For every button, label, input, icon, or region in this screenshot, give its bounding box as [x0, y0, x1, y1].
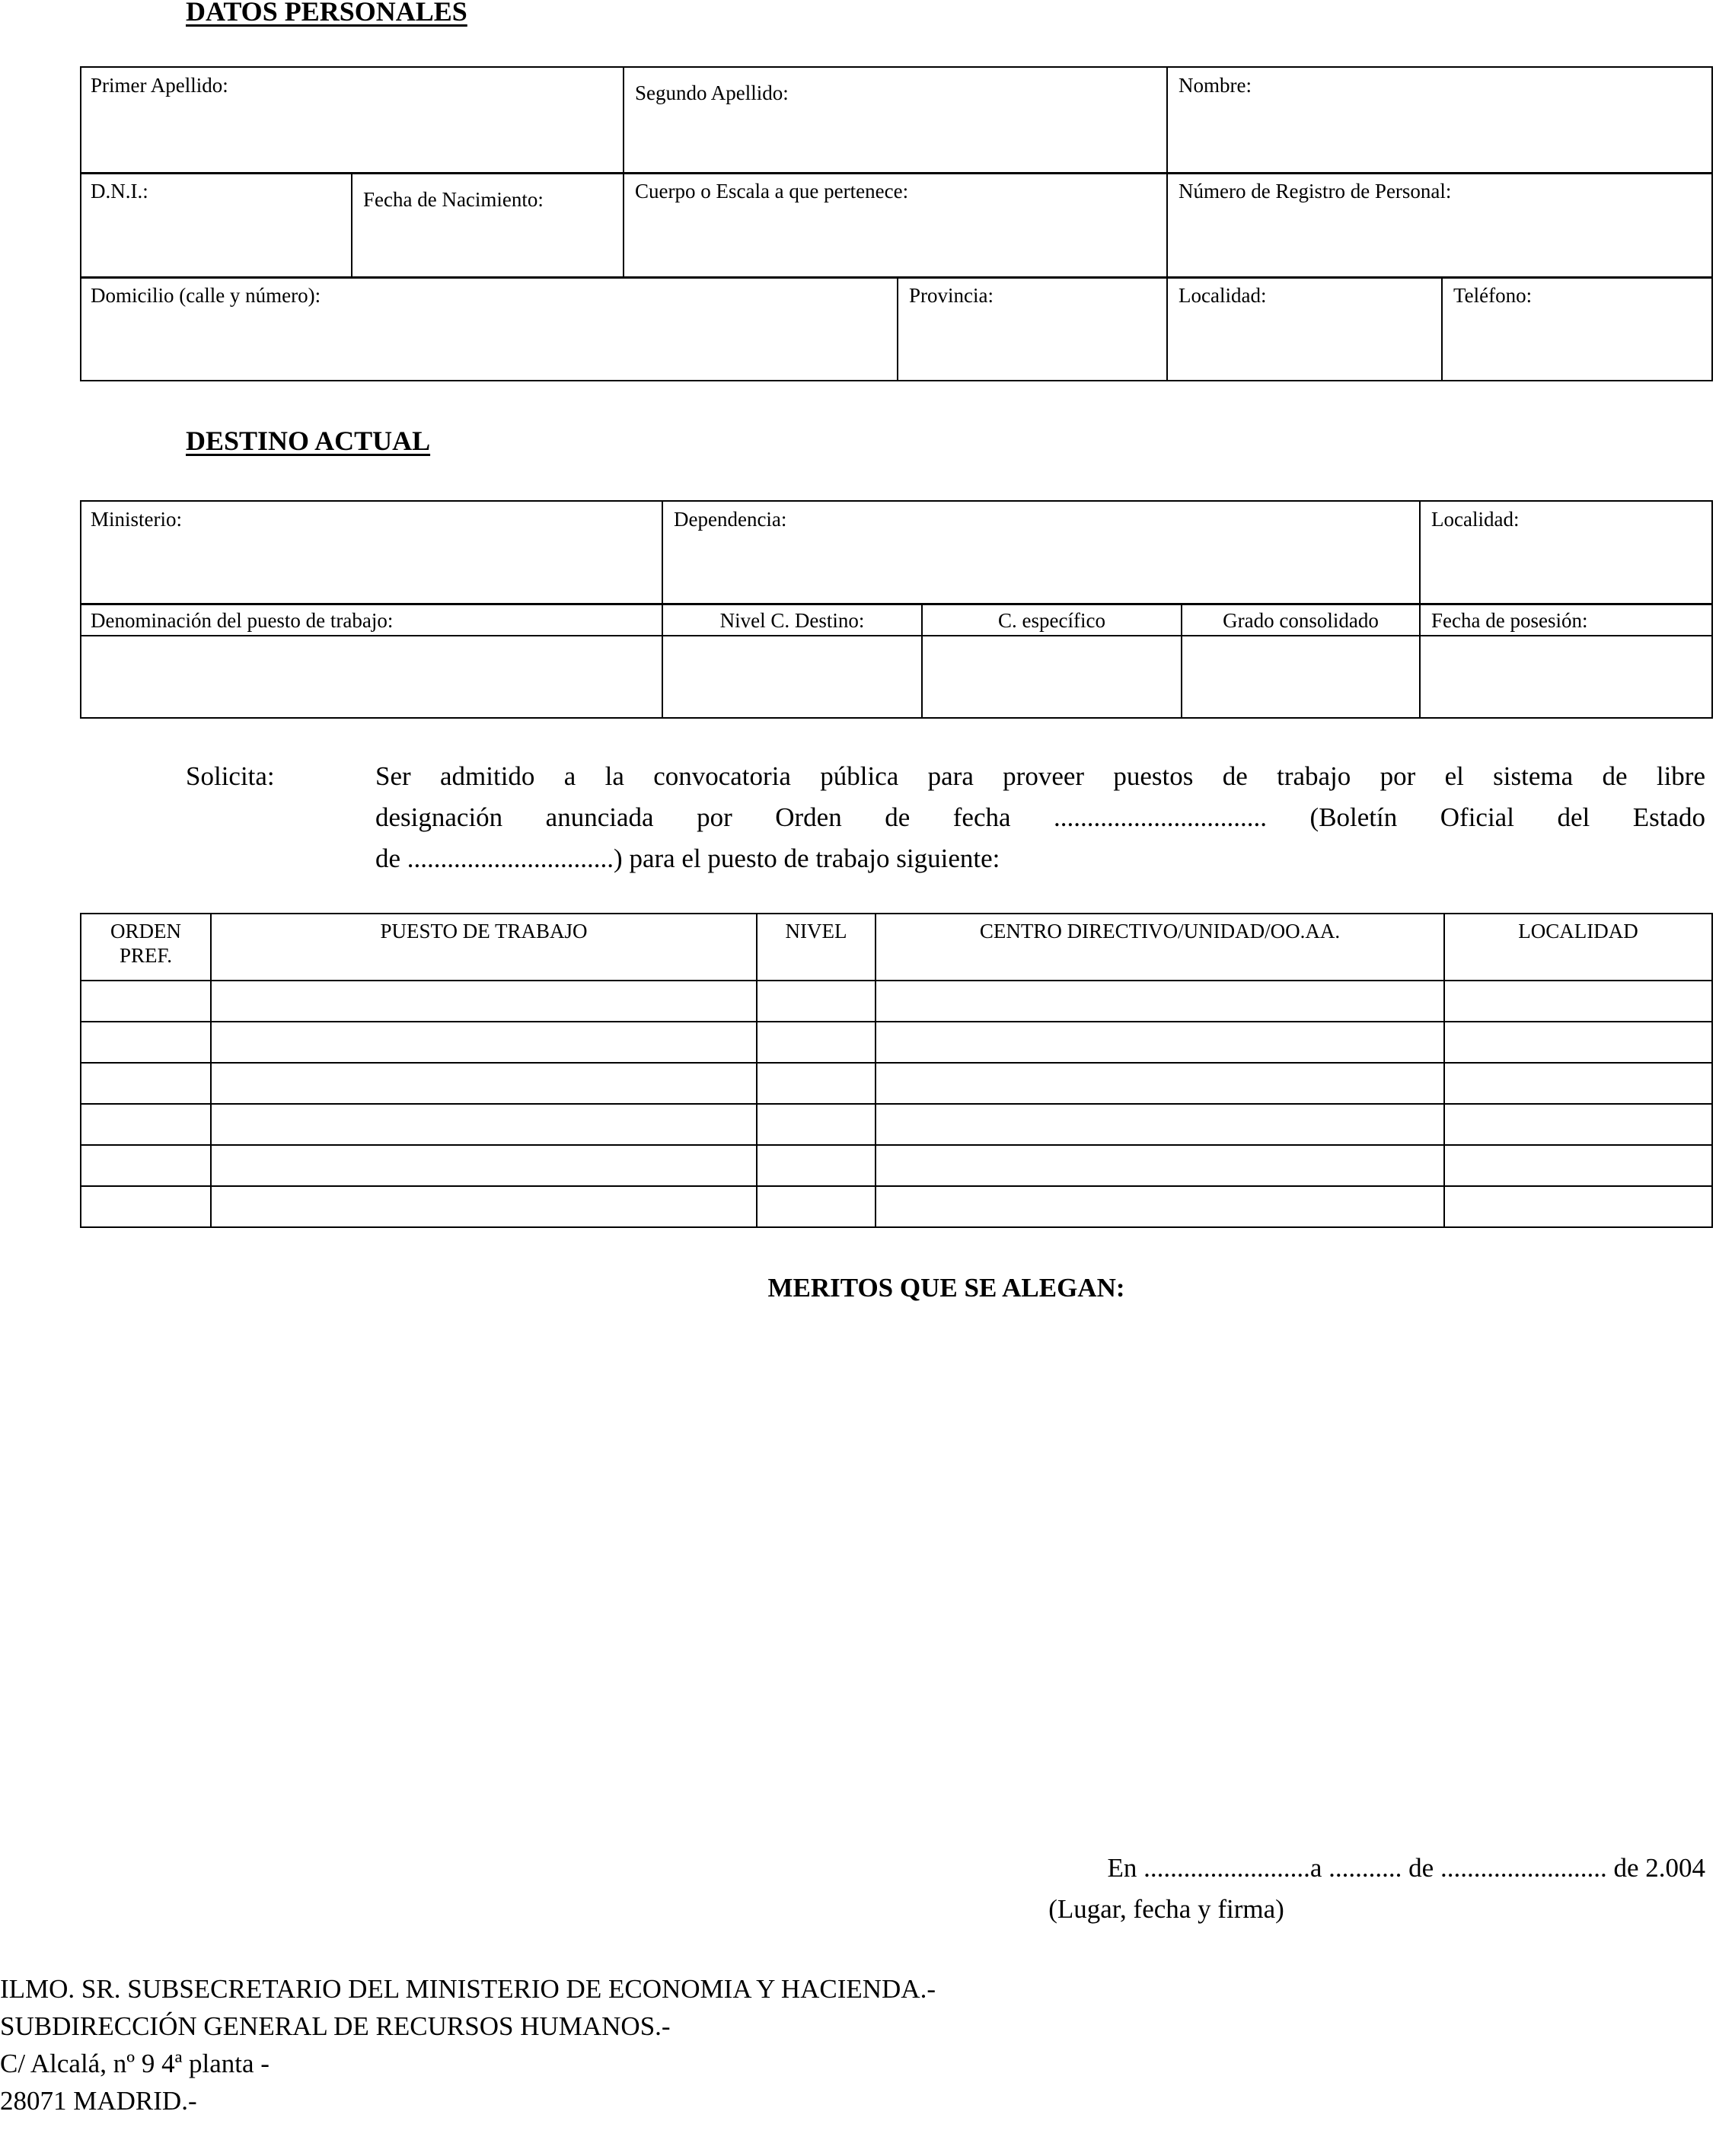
- dependencia-field[interactable]: Dependencia:: [674, 508, 787, 531]
- cuerpo-escala-field[interactable]: Cuerpo o Escala a que pertenece:: [635, 180, 909, 203]
- nombre-field[interactable]: Nombre:: [1179, 74, 1252, 97]
- header-localidad: LOCALIDAD: [1518, 920, 1638, 942]
- address-line: C/ Alcalá, nº 9 4ª planta -: [0, 2049, 270, 2078]
- header-puesto-trabajo: PUESTO DE TRABAJO: [380, 920, 588, 942]
- table-row: [80, 980, 1713, 981]
- solicita-label: Solicita:: [186, 761, 275, 791]
- table-row: [80, 1062, 1713, 1064]
- fecha-posesion-field[interactable]: Fecha de posesión:: [1431, 609, 1588, 632]
- divider: [756, 913, 758, 1228]
- complemento-especifico-field[interactable]: C. específico: [998, 609, 1105, 632]
- table-row: [80, 1185, 1713, 1187]
- denominacion-field[interactable]: Denominación del puesto de trabajo:: [91, 609, 394, 632]
- localidad-actual-field[interactable]: Localidad:: [1431, 508, 1520, 531]
- solicita-line-3: de ...............................) para el puesto de trabajo siguiente:: [375, 844, 1000, 873]
- nivel-destino-field[interactable]: Nivel C. Destino:: [719, 609, 865, 632]
- localidad-field[interactable]: Localidad:: [1179, 284, 1267, 307]
- nrp-field[interactable]: Número de Registro de Personal:: [1179, 180, 1452, 203]
- firma-line: En .........................a ........... de ......................... de 2.004: [1107, 1853, 1705, 1883]
- ministerio-field[interactable]: Ministerio:: [91, 508, 182, 531]
- fecha-nacimiento-field[interactable]: Fecha de Nacimiento:: [363, 188, 544, 211]
- divider: [1443, 913, 1445, 1228]
- grado-consolidado-field[interactable]: Grado consolidado: [1223, 609, 1379, 632]
- provincia-field[interactable]: Provincia:: [909, 284, 994, 307]
- table-border: [80, 913, 1713, 1228]
- solicita-line-1: Ser admitido a la convocatoria pública para proveer puestos de trabajo por el sistema de libre: [375, 761, 1705, 791]
- address-line: SUBDIRECCIÓN GENERAL DE RECURSOS HUMANOS.-: [0, 2011, 671, 2041]
- address-line: ILMO. SR. SUBSECRETARIO DEL MINISTERIO DE ECONOMIA Y HACIENDA.-: [0, 1974, 936, 2004]
- header-centro-directivo: CENTRO DIRECTIVO/UNIDAD/OO.AA.: [979, 920, 1341, 942]
- solicita-line-2: designación anunciada por Orden de fecha ................................ (Boletín Oficial del Estado: [375, 802, 1705, 832]
- header-nivel: NIVEL: [785, 920, 847, 942]
- address-line: 28071 MADRID.-: [0, 2086, 197, 2116]
- header-orden-pref: ORDEN PREF.: [110, 920, 181, 968]
- destino-actual-title: DESTINO ACTUAL: [186, 426, 431, 456]
- table-row: [80, 1021, 1713, 1022]
- meritos-title: MERITOS QUE SE ALEGAN:: [767, 1273, 1125, 1303]
- segundo-apellido-field[interactable]: Segundo Apellido:: [635, 81, 789, 104]
- destinatario-address: [0, 1970, 936, 2119]
- domicilio-field[interactable]: Domicilio (calle y número):: [91, 284, 321, 307]
- primer-apellido-field[interactable]: Primer Apellido:: [91, 74, 228, 97]
- telefono-field[interactable]: Teléfono:: [1453, 284, 1533, 307]
- datos-personales-title: DATOS PERSONALES: [186, 0, 467, 27]
- firma-caption: (Lugar, fecha y firma): [1048, 1894, 1284, 1924]
- table-row: [80, 1103, 1713, 1105]
- dni-field[interactable]: D.N.I.:: [91, 180, 148, 203]
- divider: [210, 913, 212, 1228]
- divider: [875, 913, 876, 1228]
- table-row: [80, 1144, 1713, 1146]
